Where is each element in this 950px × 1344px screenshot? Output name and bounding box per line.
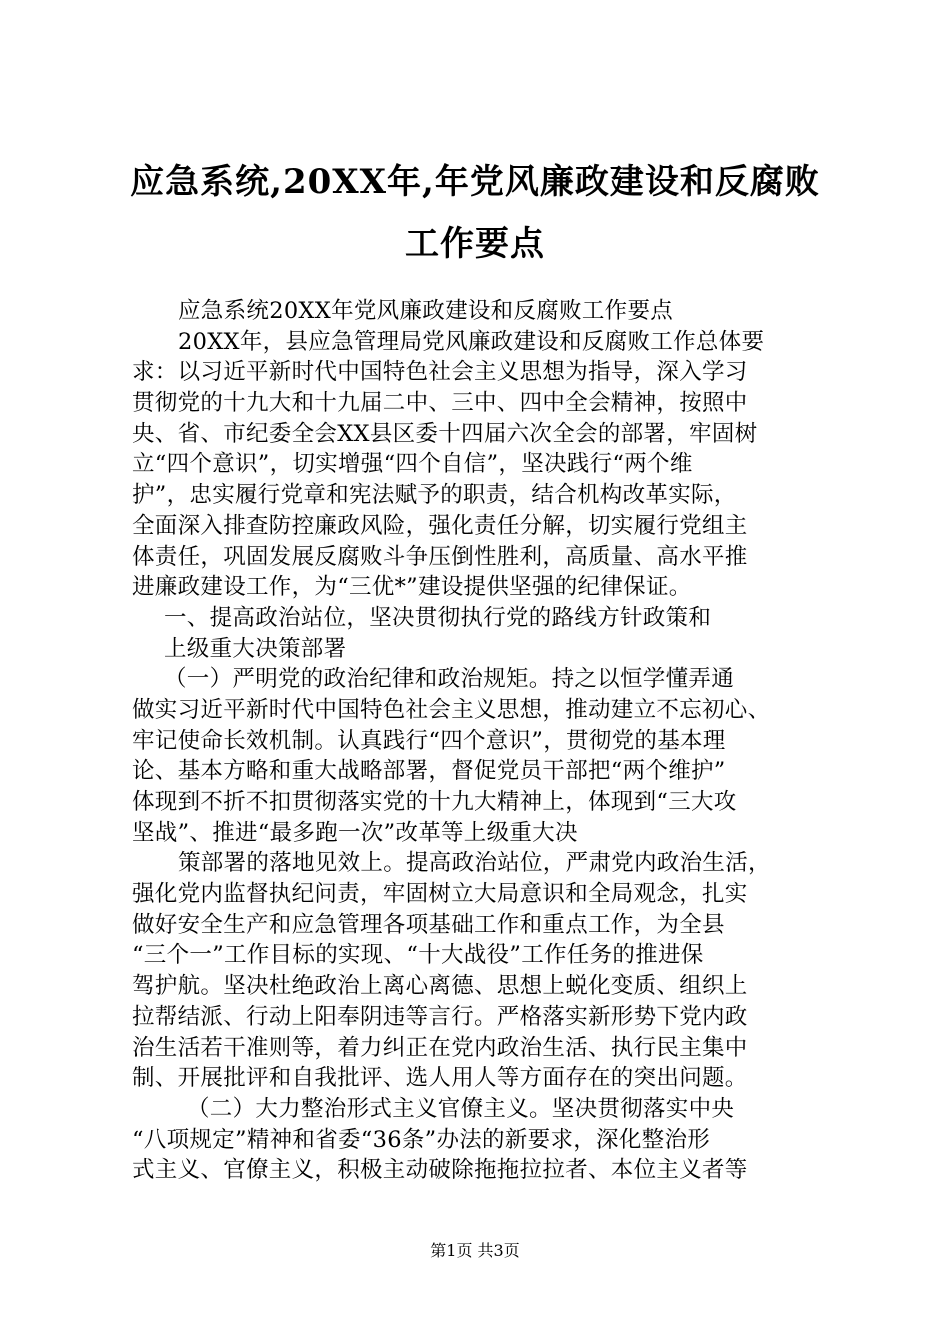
document-body: [132, 296, 832, 1186]
body-line: 强化党内监督执纪问责，牢固树立大局意识和全局观念，扎实: [132, 881, 748, 908]
body-line: 体责任，巩固发展反腐败斗争压倒性胜利，高质量、高水平推: [132, 543, 748, 570]
body-line: “八项规定”精神和省委“36条”办法的新要求，深化整治形: [132, 1126, 711, 1153]
body-line: 策部署的落地见效上。提高政治站位，严肃党内政治生活，: [178, 850, 771, 877]
body-line: 牢记使命长效机制。认真践行“四个意识”，贯彻党的基本理: [132, 727, 726, 754]
body-line: 坚战”、推进“最多跑一次”改革等上级重大决: [132, 819, 578, 846]
body-line: 求：以习近平新时代中国特色社会主义思想为指导，深入学习: [132, 359, 748, 386]
section-heading-line: 上级重大决策部署: [164, 635, 347, 662]
body-line: 贯彻党的十九大和十九届二中、三中、四中全会精神，按照中: [132, 390, 748, 417]
body-line: 进廉政建设工作，为“三优*”建设提供坚强的纪律保证。: [132, 574, 692, 601]
section-heading-line: 一、提高政治站位，坚决贯彻执行党的路线方针政策和: [164, 604, 712, 631]
body-line: 驾护航。坚决杜绝政治上离心离德、思想上蜕化变质、组织上: [132, 973, 748, 1000]
body-line: 立“四个意识”，切实增强“四个自信”，坚决践行“两个维: [132, 451, 693, 478]
body-line: 做好安全生产和应急管理各项基础工作和重点工作，为全县: [132, 911, 725, 938]
document-title-line-1: 应急系统,20XX年,年党风廉政建设和反腐败: [130, 162, 820, 202]
body-line: “三个一”工作目标的实现、“十大战役”工作任务的推进保: [132, 942, 704, 969]
body-line: 做实习近平新时代中国特色社会主义思想，推动建立不忘初心、: [132, 696, 771, 723]
page-number-footer: 第1页 共3页: [430, 1241, 520, 1260]
body-line: 治生活若干准则等，着力纠正在党内政治生活、执行民主集中: [132, 1034, 748, 1061]
body-line: 制、开展批评和自我批评、选人用人等方面存在的突出问题。: [132, 1065, 748, 1092]
body-line: 式主义、官僚主义，积极主动破除拖拖拉拉者、本位主义者等: [132, 1157, 748, 1184]
body-line: 体现到不折不扣贯彻落实党的十九大精神上，体现到“三大攻: [132, 789, 737, 815]
body-line: 全面深入排查防控廉政风险，强化责任分解，切实履行党组主: [132, 512, 748, 539]
body-line: 论、基本方略和重大战略部署，督促党员干部把“两个维护”: [132, 758, 726, 785]
body-line: 拉帮结派、行动上阳奉阴违等言行。严格落实新形势下党内政: [132, 1003, 748, 1030]
document-title-line-2: 工作要点: [405, 224, 545, 264]
body-line: 应急系统20XX年党风廉政建设和反腐败工作要点: [178, 298, 674, 324]
body-line: （二）大力整治形式主义官僚主义。坚决贯彻落实中央: [187, 1095, 735, 1122]
body-line: （一）严明党的政治纪律和政治规矩。持之以恒学懂弄通: [164, 666, 735, 693]
body-line: 央、省、市纪委全会XX县区委十四届六次全会的部署，牢固树: [132, 420, 758, 447]
body-line: 护”，忠实履行党章和宪法赋予的职责，结合机构改革实际，: [132, 482, 737, 509]
body-line: 20XX年，县应急管理局党风廉政建设和反腐败工作总体要: [178, 328, 765, 355]
